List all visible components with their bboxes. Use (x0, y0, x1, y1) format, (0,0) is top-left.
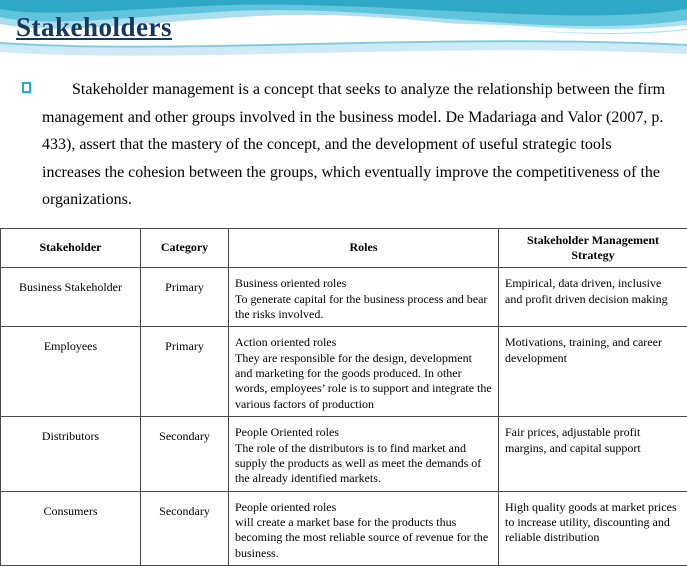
cell-category: Secondary (141, 417, 229, 491)
table-row (1, 268, 687, 327)
cell-stakeholder: Employees (1, 327, 141, 417)
roles-description: To generate capital for the business process and bear the risks involved. (235, 292, 492, 323)
intro-paragraph-block (42, 76, 667, 214)
table-row (1, 417, 687, 491)
cell-stakeholder: Distributors (1, 417, 141, 491)
table-header-row (1, 228, 687, 268)
roles-title: Business oriented roles (235, 276, 492, 291)
header-strategy: Stakeholder Management Strategy (499, 228, 687, 268)
roles-title: People Oriented roles (235, 425, 492, 440)
cell-category: Primary (141, 327, 229, 417)
cell-roles (229, 491, 499, 565)
cell-stakeholder: Business Stakeholder (1, 268, 141, 327)
roles-description: will create a market base for the products thus becoming the most reliable source of revenue for the business. (235, 515, 492, 561)
page-title: Stakeholders (16, 12, 172, 43)
cell-category: Secondary (141, 491, 229, 565)
table-row (1, 327, 687, 417)
slide-header (0, 0, 687, 62)
intro-paragraph: Stakeholder management is a concept that seeks to analyze the relationship between the firm management and other groups involved in the business model. De Madariaga and Valor (2007, p. 433), assert that the mastery of the concept, and the development of useful strategic tools increases the cohesion between the groups, which eventually improve the competitiveness of the organizations. (42, 76, 667, 214)
cell-strategy: High quality goods at market prices to increase utility, discounting and reliable distribution (499, 491, 687, 565)
bullet-square-icon (22, 82, 31, 93)
cell-strategy: Empirical, data driven, inclusive and profit driven decision making (499, 268, 687, 327)
header-stakeholder: Stakeholder (1, 228, 141, 268)
cell-roles (229, 417, 499, 491)
roles-title: Action oriented roles (235, 335, 492, 350)
cell-roles (229, 268, 499, 327)
header-roles: Roles (229, 228, 499, 268)
cell-category: Primary (141, 268, 229, 327)
cell-stakeholder: Consumers (1, 491, 141, 565)
header-category: Category (141, 228, 229, 268)
roles-description: They are responsible for the design, development and marketing for the goods produced. In other words, employees’ role is to support and integrate the various factors of production (235, 351, 492, 412)
roles-title: People oriented roles (235, 500, 492, 515)
stakeholder-table (0, 228, 687, 566)
cell-strategy: Fair prices, adjustable profit margins, and capital support (499, 417, 687, 491)
table-row (1, 491, 687, 565)
cell-roles (229, 327, 499, 417)
roles-description: The role of the distributors is to find market and supply the products as well as meet the demands of the already identified markets. (235, 441, 492, 487)
cell-strategy: Motivations, training, and career development (499, 327, 687, 417)
